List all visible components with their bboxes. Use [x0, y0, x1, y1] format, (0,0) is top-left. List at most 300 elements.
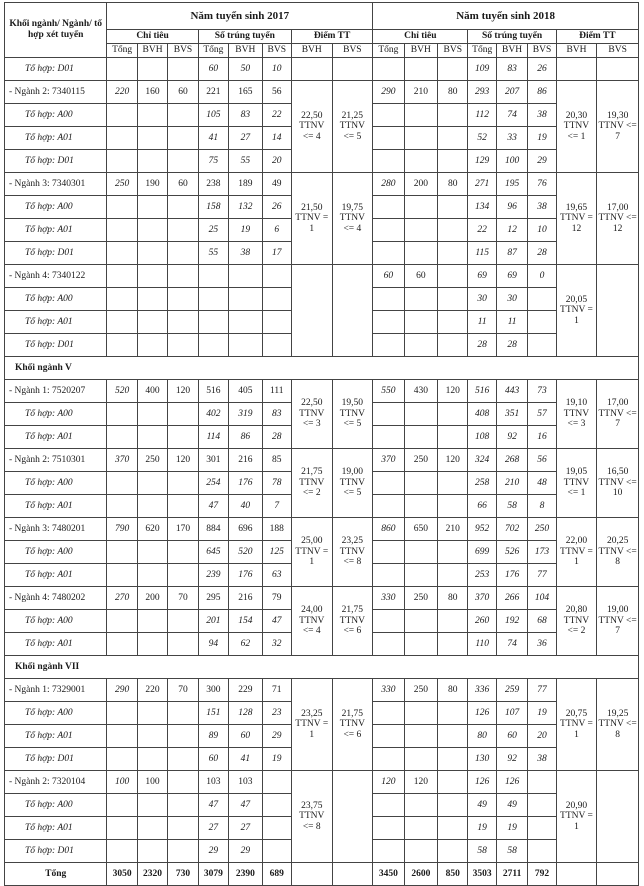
admitted-2017-cell: 25	[198, 219, 228, 242]
subheader-total: Tổng	[373, 44, 404, 58]
quota-2017-cell	[168, 817, 198, 840]
quota-2018-cell: 120	[373, 771, 404, 794]
quota-2018-cell	[404, 472, 437, 495]
quota-2017-cell	[137, 242, 167, 265]
header-year-2018: Năm tuyển sinh 2018	[373, 3, 639, 30]
quota-2017-cell: 120	[168, 380, 198, 403]
admitted-2017-cell: 78	[262, 472, 291, 495]
score-2017-bvs	[332, 771, 373, 863]
total-value: 792	[528, 863, 556, 886]
admitted-2018-cell: 110	[468, 633, 496, 656]
combination-label: Tổ hợp: D01	[5, 748, 107, 771]
score-2017-bvs: 21,75 TTNV <= 6	[332, 679, 373, 771]
quota-2017-cell: 190	[137, 173, 167, 196]
quota-2017-cell	[168, 495, 198, 518]
admitted-2018-cell: 58	[496, 840, 527, 863]
quota-2017-cell: 290	[107, 679, 137, 702]
admitted-2018-cell: 952	[468, 518, 496, 541]
quota-2017-cell	[168, 288, 198, 311]
major-label: - Ngành 3: 7480201	[5, 518, 107, 541]
quota-2017-cell	[168, 104, 198, 127]
admitted-2017-cell: 7	[262, 495, 291, 518]
admitted-2018-cell: 336	[468, 679, 496, 702]
quota-2018-cell	[438, 219, 468, 242]
header-score-2018: Điểm TT	[556, 30, 638, 44]
total-value: 689	[262, 863, 291, 886]
combination-label: Tổ hợp: D01	[5, 58, 107, 81]
quota-2017-cell: 60	[168, 173, 198, 196]
admitted-2018-cell: 20	[528, 725, 556, 748]
total-value: 3079	[198, 863, 228, 886]
quota-2018-cell	[404, 840, 437, 863]
quota-2017-cell	[168, 794, 198, 817]
admitted-2018-cell: 699	[468, 541, 496, 564]
admitted-2018-cell: 253	[468, 564, 496, 587]
score-2017-bvh	[291, 265, 332, 357]
quota-2018-cell	[438, 288, 468, 311]
quota-2018-cell: 210	[404, 81, 437, 104]
admitted-2018-cell: 49	[496, 794, 527, 817]
quota-2018-cell	[373, 541, 404, 564]
quota-2018-cell	[404, 219, 437, 242]
admitted-2018-cell: 126	[468, 702, 496, 725]
combination-label: Tổ hợp: D01	[5, 334, 107, 357]
combination-label: Tổ hợp: A00	[5, 403, 107, 426]
quota-2018-cell	[438, 495, 468, 518]
admitted-2017-cell: 23	[262, 702, 291, 725]
quota-2018-cell	[404, 104, 437, 127]
quota-2017-cell	[137, 748, 167, 771]
quota-2018-cell	[373, 794, 404, 817]
admitted-2018-cell: 516	[468, 380, 496, 403]
subheader-bvs: BVS	[332, 44, 373, 58]
quota-2018-cell	[438, 311, 468, 334]
combination-label: Tổ hợp: A00	[5, 288, 107, 311]
subheader-bvh: BVH	[404, 44, 437, 58]
header-year-2017: Năm tuyển sinh 2017	[107, 3, 373, 30]
subheader-total: Tổng	[468, 44, 496, 58]
admitted-2017-cell: 19	[262, 748, 291, 771]
admitted-2018-cell: 58	[496, 495, 527, 518]
quota-2017-cell	[107, 127, 137, 150]
quota-2018-cell	[438, 58, 468, 81]
quota-2017-cell	[107, 311, 137, 334]
score-2018-bvh: 20,30 TTNV <= 1	[556, 81, 597, 173]
admitted-2017-cell: 520	[229, 541, 262, 564]
score-2017-bvs: 19,50 TTNV <= 5	[332, 380, 373, 449]
admitted-2017-cell: 55	[198, 242, 228, 265]
admitted-2017-cell: 239	[198, 564, 228, 587]
quota-2017-cell	[137, 495, 167, 518]
admitted-2017-cell: 56	[262, 81, 291, 104]
quota-2018-cell	[404, 196, 437, 219]
score-2018-bvh: 20,90 TTNV = 1	[556, 771, 597, 863]
quota-2018-cell: 60	[404, 265, 437, 288]
major-row	[5, 518, 639, 541]
combination-label: Tổ hợp: D01	[5, 150, 107, 173]
score-2017-bvh: 21,75 TTNV <= 2	[291, 449, 332, 518]
quota-2018-cell: 60	[373, 265, 404, 288]
admitted-2018-cell: 260	[468, 610, 496, 633]
quota-2017-cell	[168, 426, 198, 449]
admitted-2018-cell: 210	[496, 472, 527, 495]
admitted-2017-cell: 151	[198, 702, 228, 725]
admitted-2017-cell: 63	[262, 564, 291, 587]
admitted-2018-cell	[528, 794, 556, 817]
admitted-2017-cell: 125	[262, 541, 291, 564]
quota-2017-cell	[168, 403, 198, 426]
admitted-2018-cell: 259	[496, 679, 527, 702]
admitted-2018-cell: 68	[528, 610, 556, 633]
quota-2017-cell	[107, 748, 137, 771]
admitted-2017-cell: 696	[229, 518, 262, 541]
admitted-2017-cell	[262, 794, 291, 817]
admitted-2018-cell: 324	[468, 449, 496, 472]
quota-2018-cell	[373, 610, 404, 633]
quota-2018-cell	[404, 725, 437, 748]
quota-2017-cell	[168, 334, 198, 357]
admitted-2017-cell: 238	[198, 173, 228, 196]
subheader-bvs: BVS	[528, 44, 556, 58]
admitted-2017-cell: 29	[198, 840, 228, 863]
admitted-2018-cell: 104	[528, 587, 556, 610]
quota-2017-cell	[107, 104, 137, 127]
quota-2017-cell	[107, 794, 137, 817]
admitted-2017-cell	[262, 817, 291, 840]
quota-2018-cell	[438, 127, 468, 150]
admitted-2017-cell: 189	[229, 173, 262, 196]
quota-2018-cell: 550	[373, 380, 404, 403]
quota-2018-cell	[373, 426, 404, 449]
admitted-2017-cell: 47	[198, 794, 228, 817]
quota-2018-cell	[438, 426, 468, 449]
quota-2017-cell	[137, 104, 167, 127]
admitted-2017-cell	[198, 288, 228, 311]
quota-2018-cell	[373, 472, 404, 495]
header-admitted-2018: Số trúng tuyển	[468, 30, 556, 44]
admitted-2018-cell: 10	[528, 219, 556, 242]
combination-label: Tổ hợp: A00	[5, 541, 107, 564]
quota-2017-cell	[107, 495, 137, 518]
total-value: 2390	[229, 863, 262, 886]
admitted-2018-cell: 77	[528, 679, 556, 702]
subheader-bvs: BVS	[597, 44, 639, 58]
quota-2018-cell: 80	[438, 173, 468, 196]
score-2017-bvh: 21,50 TTNV = 1	[291, 173, 332, 265]
quota-2018-cell	[438, 748, 468, 771]
admitted-2018-cell	[528, 334, 556, 357]
quota-2018-cell: 80	[438, 679, 468, 702]
quota-2018-cell: 250	[404, 679, 437, 702]
admitted-2018-cell: 60	[496, 725, 527, 748]
quota-2017-cell	[107, 633, 137, 656]
quota-2018-cell	[404, 311, 437, 334]
major-label: - Ngành 3: 7340301	[5, 173, 107, 196]
quota-2017-cell	[137, 725, 167, 748]
admitted-2017-cell: 27	[229, 817, 262, 840]
admitted-2017-cell: 75	[198, 150, 228, 173]
quota-2018-cell	[404, 817, 437, 840]
admitted-2017-cell: 83	[262, 403, 291, 426]
quota-2017-cell	[137, 334, 167, 357]
score-2017-bvh	[291, 58, 332, 81]
total-value: 2320	[137, 863, 167, 886]
combination-label: Tổ hợp: A01	[5, 127, 107, 150]
quota-2018-cell	[438, 403, 468, 426]
header-admitted-2017: Số trúng tuyển	[198, 30, 291, 44]
admitted-2017-cell: 47	[229, 794, 262, 817]
quota-2017-cell	[168, 196, 198, 219]
admitted-2018-cell	[528, 311, 556, 334]
subheader-bvh: BVH	[137, 44, 167, 58]
admitted-2017-cell: 216	[229, 587, 262, 610]
score-2017-bvh: 23,75 TTNV <= 8	[291, 771, 332, 863]
quota-2017-cell	[107, 564, 137, 587]
quota-2017-cell	[107, 196, 137, 219]
quota-2017-cell	[107, 426, 137, 449]
quota-2017-cell	[107, 288, 137, 311]
admitted-2018-cell: 129	[468, 150, 496, 173]
score-2018-bvs	[597, 771, 639, 863]
admitted-2017-cell: 85	[262, 449, 291, 472]
admitted-2017-cell	[262, 840, 291, 863]
quota-2017-cell	[107, 334, 137, 357]
quota-2018-cell	[438, 771, 468, 794]
total-value: 850	[438, 863, 468, 886]
major-label: - Ngành 1: 7329001	[5, 679, 107, 702]
combination-label: Tổ hợp: A00	[5, 196, 107, 219]
major-label: - Ngành 2: 7320104	[5, 771, 107, 794]
score-2018-bvs: 16,50 TTNV <= 10	[597, 449, 639, 518]
admitted-2018-cell: 57	[528, 403, 556, 426]
quota-2018-cell	[438, 725, 468, 748]
admitted-2018-cell: 370	[468, 587, 496, 610]
quota-2017-cell	[137, 265, 167, 288]
quota-2018-cell: 330	[373, 679, 404, 702]
admitted-2018-cell: 22	[468, 219, 496, 242]
quota-2018-cell	[404, 242, 437, 265]
major-row	[5, 679, 639, 702]
admitted-2017-cell: 516	[198, 380, 228, 403]
quota-2017-cell: 520	[107, 380, 137, 403]
admitted-2017-cell: 165	[229, 81, 262, 104]
quota-2018-cell: 80	[438, 587, 468, 610]
quota-2017-cell	[137, 426, 167, 449]
quota-2017-cell	[137, 288, 167, 311]
admitted-2018-cell: 192	[496, 610, 527, 633]
quota-2018-cell	[438, 633, 468, 656]
quota-2018-cell	[373, 817, 404, 840]
quota-2017-cell	[168, 541, 198, 564]
admitted-2017-cell: 301	[198, 449, 228, 472]
admitted-2018-cell: 74	[496, 633, 527, 656]
quota-2018-cell: 210	[438, 518, 468, 541]
admitted-2017-cell: 27	[198, 817, 228, 840]
admitted-2017-cell: 20	[262, 150, 291, 173]
quota-2018-cell	[438, 794, 468, 817]
combination-label: Tổ hợp: A01	[5, 495, 107, 518]
quota-2017-cell	[137, 127, 167, 150]
quota-2017-cell	[137, 58, 167, 81]
admitted-2018-cell: 56	[528, 449, 556, 472]
admitted-2018-cell: 19	[528, 127, 556, 150]
admitted-2017-cell: 10	[262, 58, 291, 81]
quota-2017-cell	[168, 150, 198, 173]
admitted-2017-cell: 884	[198, 518, 228, 541]
admitted-2018-cell	[528, 840, 556, 863]
score-2018-bvs: 17,00 TTNV <= 7	[597, 380, 639, 449]
admitted-2018-cell: 266	[496, 587, 527, 610]
quota-2017-cell	[137, 840, 167, 863]
total-empty	[291, 863, 332, 886]
quota-2018-cell: 860	[373, 518, 404, 541]
total-empty	[556, 863, 597, 886]
quota-2017-cell	[107, 817, 137, 840]
admitted-2018-cell: 109	[468, 58, 496, 81]
admitted-2018-cell: 69	[496, 265, 527, 288]
quota-2018-cell	[438, 817, 468, 840]
quota-2017-cell	[168, 472, 198, 495]
admitted-2017-cell	[198, 265, 228, 288]
admitted-2018-cell: 702	[496, 518, 527, 541]
quota-2017-cell	[168, 702, 198, 725]
quota-2018-cell	[404, 495, 437, 518]
score-2017-bvh: 25,00 TTNV = 1	[291, 518, 332, 587]
admitted-2017-cell: 29	[229, 840, 262, 863]
admitted-2017-cell	[229, 311, 262, 334]
admitted-2018-cell: 11	[496, 311, 527, 334]
admitted-2018-cell: 52	[468, 127, 496, 150]
admitted-2018-cell: 176	[496, 564, 527, 587]
quota-2018-cell: 250	[404, 587, 437, 610]
quota-2018-cell: 650	[404, 518, 437, 541]
score-2017-bvh: 24,00 TTNV <= 4	[291, 587, 332, 656]
admitted-2018-cell: 30	[468, 288, 496, 311]
admitted-2018-cell: 92	[496, 748, 527, 771]
subheader-bvs: BVS	[262, 44, 291, 58]
combination-label: Tổ hợp: D01	[5, 840, 107, 863]
admitted-2017-cell: 176	[229, 564, 262, 587]
score-2017-bvh: 22,50 TTNV <= 3	[291, 380, 332, 449]
admitted-2018-cell: 28	[528, 242, 556, 265]
quota-2017-cell	[137, 219, 167, 242]
quota-2017-cell: 790	[107, 518, 137, 541]
score-2018-bvh: 20,05 TTNV = 1	[556, 265, 597, 357]
quota-2018-cell	[438, 564, 468, 587]
total-value: 2711	[496, 863, 527, 886]
subheader-total: Tổng	[107, 44, 137, 58]
admitted-2017-cell: 229	[229, 679, 262, 702]
admitted-2017-cell: 103	[229, 771, 262, 794]
admitted-2017-cell: 176	[229, 472, 262, 495]
admitted-2017-cell: 38	[229, 242, 262, 265]
admitted-2018-cell: 92	[496, 426, 527, 449]
quota-2017-cell	[107, 58, 137, 81]
quota-2017-cell	[107, 702, 137, 725]
quota-2018-cell	[373, 58, 404, 81]
quota-2017-cell: 170	[168, 518, 198, 541]
admitted-2017-cell: 79	[262, 587, 291, 610]
quota-2017-cell	[107, 725, 137, 748]
admitted-2017-cell	[229, 265, 262, 288]
admitted-2018-cell: 80	[468, 725, 496, 748]
admitted-2018-cell: 271	[468, 173, 496, 196]
admitted-2017-cell: 40	[229, 495, 262, 518]
subheader-bvh: BVH	[496, 44, 527, 58]
admitted-2018-cell	[528, 817, 556, 840]
subheader-bvs: BVS	[438, 44, 468, 58]
combination-label: Tổ hợp: A00	[5, 702, 107, 725]
admitted-2017-cell: 60	[198, 58, 228, 81]
quota-2018-cell	[438, 242, 468, 265]
quota-2017-cell	[168, 840, 198, 863]
quota-2017-cell	[137, 610, 167, 633]
quota-2018-cell	[404, 702, 437, 725]
quota-2018-cell	[373, 242, 404, 265]
admitted-2017-cell: 216	[229, 449, 262, 472]
admitted-2018-cell: 130	[468, 748, 496, 771]
combination-label: Tổ hợp: A00	[5, 472, 107, 495]
admitted-2017-cell: 158	[198, 196, 228, 219]
header-quota-2017: Chỉ tiêu	[107, 30, 198, 44]
admitted-2018-cell: 100	[496, 150, 527, 173]
quota-2017-cell	[137, 541, 167, 564]
quota-2018-cell	[404, 610, 437, 633]
quota-2017-cell: 370	[107, 449, 137, 472]
header-group-column: Khối ngành/ Ngành/ tổ hợp xét tuyển	[5, 3, 107, 58]
quota-2017-cell	[137, 403, 167, 426]
admissions-table-page	[4, 2, 639, 886]
admitted-2017-cell: 89	[198, 725, 228, 748]
admitted-2017-cell: 94	[198, 633, 228, 656]
quota-2017-cell: 160	[137, 81, 167, 104]
quota-2018-cell	[404, 794, 437, 817]
total-value: 3450	[373, 863, 404, 886]
admitted-2018-cell: 443	[496, 380, 527, 403]
quota-2018-cell	[438, 702, 468, 725]
quota-2018-cell	[373, 564, 404, 587]
admitted-2017-cell: 201	[198, 610, 228, 633]
score-2018-bvh: 19,10 TTNV <= 3	[556, 380, 597, 449]
subheader-bvh: BVH	[229, 44, 262, 58]
admitted-2017-cell: 132	[229, 196, 262, 219]
quota-2017-cell	[107, 150, 137, 173]
admitted-2018-cell: 112	[468, 104, 496, 127]
score-2018-bvh: 22,00 TTNV = 1	[556, 518, 597, 587]
combination-label: Tổ hợp: A00	[5, 610, 107, 633]
quota-2018-cell	[404, 127, 437, 150]
total-value: 2600	[404, 863, 437, 886]
score-2017-bvh: 22,50 TTNV <= 4	[291, 81, 332, 173]
quota-2018-cell: 250	[404, 449, 437, 472]
quota-2017-cell	[137, 150, 167, 173]
quota-2018-cell	[404, 633, 437, 656]
quota-2018-cell	[373, 702, 404, 725]
subheader-total: Tổng	[198, 44, 228, 58]
quota-2017-cell: 70	[168, 587, 198, 610]
header-score-2017: Điểm TT	[291, 30, 372, 44]
quota-2018-cell	[373, 219, 404, 242]
admitted-2017-cell: 254	[198, 472, 228, 495]
total-empty	[332, 863, 373, 886]
quota-2018-cell	[438, 610, 468, 633]
score-2018-bvh: 20,75 TTNV = 1	[556, 679, 597, 771]
major-label: - Ngành 1: 7520207	[5, 380, 107, 403]
admitted-2017-cell: 83	[229, 104, 262, 127]
admitted-2018-cell: 38	[528, 748, 556, 771]
quota-2018-cell	[373, 403, 404, 426]
admitted-2018-cell: 96	[496, 196, 527, 219]
